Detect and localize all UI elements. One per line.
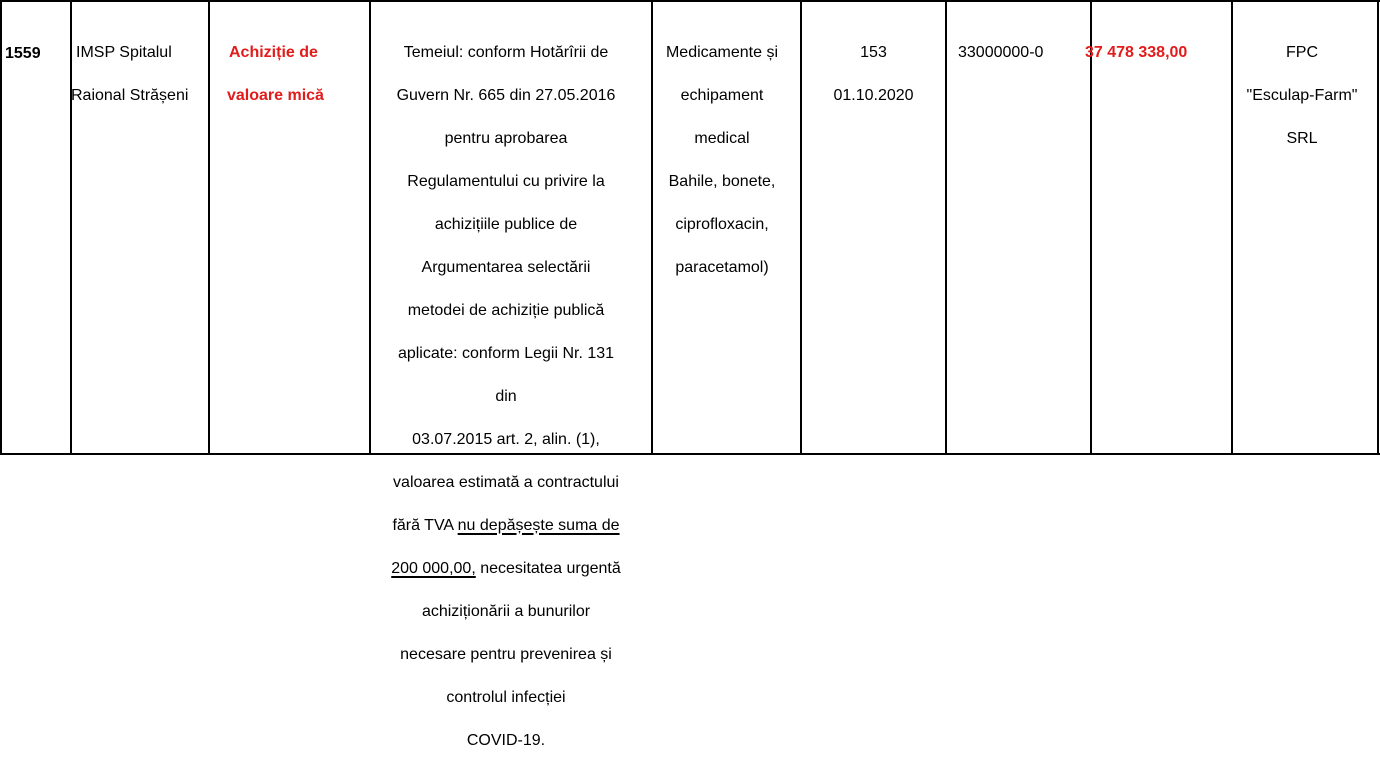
contract-cell	[802, 20, 945, 128]
justification-line: valoarea estimată a contractului	[393, 473, 619, 491]
object-line: ciprofloxacin,	[675, 215, 769, 233]
cpv-cell	[958, 20, 1088, 85]
table-bottom-border	[0, 453, 1380, 455]
row-number: 1559	[5, 44, 41, 62]
contract-date: 01.10.2020	[833, 86, 914, 104]
institution-line: Raional Strășeni	[71, 86, 189, 104]
object-line: Bahile, bonete,	[668, 172, 776, 190]
justification-underlined-text: nu depășește suma de	[457, 516, 620, 534]
justification-underlined-text: 200 000,00,	[391, 559, 476, 577]
column-border	[0, 0, 2, 455]
justification-line: Argumentarea selectării	[421, 258, 591, 276]
institution-line: IMSP Spitalul	[76, 43, 172, 61]
object-line: Medicamente și	[665, 43, 779, 61]
justification-line: Temeiul: conform Hotărîrii de	[403, 43, 609, 61]
contract-amount: 37 478 338,00	[1085, 43, 1188, 61]
justification-line: achiziționării a bunurilor	[421, 602, 591, 620]
amount-cell	[1085, 20, 1229, 85]
cpv-code: 33000000-0	[958, 43, 1044, 61]
supplier-line: "Esculap-Farm"	[1246, 86, 1358, 104]
contract-number: 153	[860, 43, 887, 61]
justification-text: necesitatea urgentă	[475, 559, 621, 577]
supplier-cell	[1227, 20, 1377, 171]
table-top-border	[0, 0, 1380, 2]
column-border	[945, 0, 947, 455]
supplier-line: FPC	[1286, 43, 1318, 61]
supplier-line: SRL	[1286, 129, 1318, 147]
justification-line	[366, 515, 646, 537]
object-line: echipament	[680, 86, 764, 104]
justification-text: fără TVA	[392, 516, 458, 534]
row-number-cell	[5, 21, 65, 64]
justification-line	[366, 558, 646, 580]
procedure-type-cell	[216, 20, 366, 128]
justification-line: aplicate: conform Legii Nr. 131	[397, 344, 615, 362]
column-border	[1377, 0, 1379, 455]
justification-line: necesare pentru prevenirea și	[400, 645, 612, 663]
object-line: paracetamol)	[675, 258, 769, 276]
object-line: medical	[694, 129, 750, 147]
justification-line: COVID-19.	[466, 731, 546, 749]
justification-line: Regulamentului cu privire la	[407, 172, 605, 190]
justification-line: 03.07.2015 art. 2, alin. (1),	[412, 430, 600, 448]
procedure-type-line: Achiziție de	[229, 43, 318, 61]
institution-cell	[72, 20, 206, 128]
justification-line: din	[495, 387, 517, 405]
object-cell	[647, 20, 797, 300]
justification-line: controlul infecției	[446, 688, 566, 706]
column-border	[208, 0, 210, 455]
justification-line: achizițiile publice de	[434, 215, 578, 233]
justification-line: metodei de achiziție publică	[407, 301, 605, 319]
justification-line: Guvern Nr. 665 din 27.05.2016	[396, 86, 616, 104]
justification-cell	[366, 20, 646, 773]
procedure-type-line: valoare mică	[227, 86, 324, 104]
justification-line: pentru aprobarea	[444, 129, 568, 147]
